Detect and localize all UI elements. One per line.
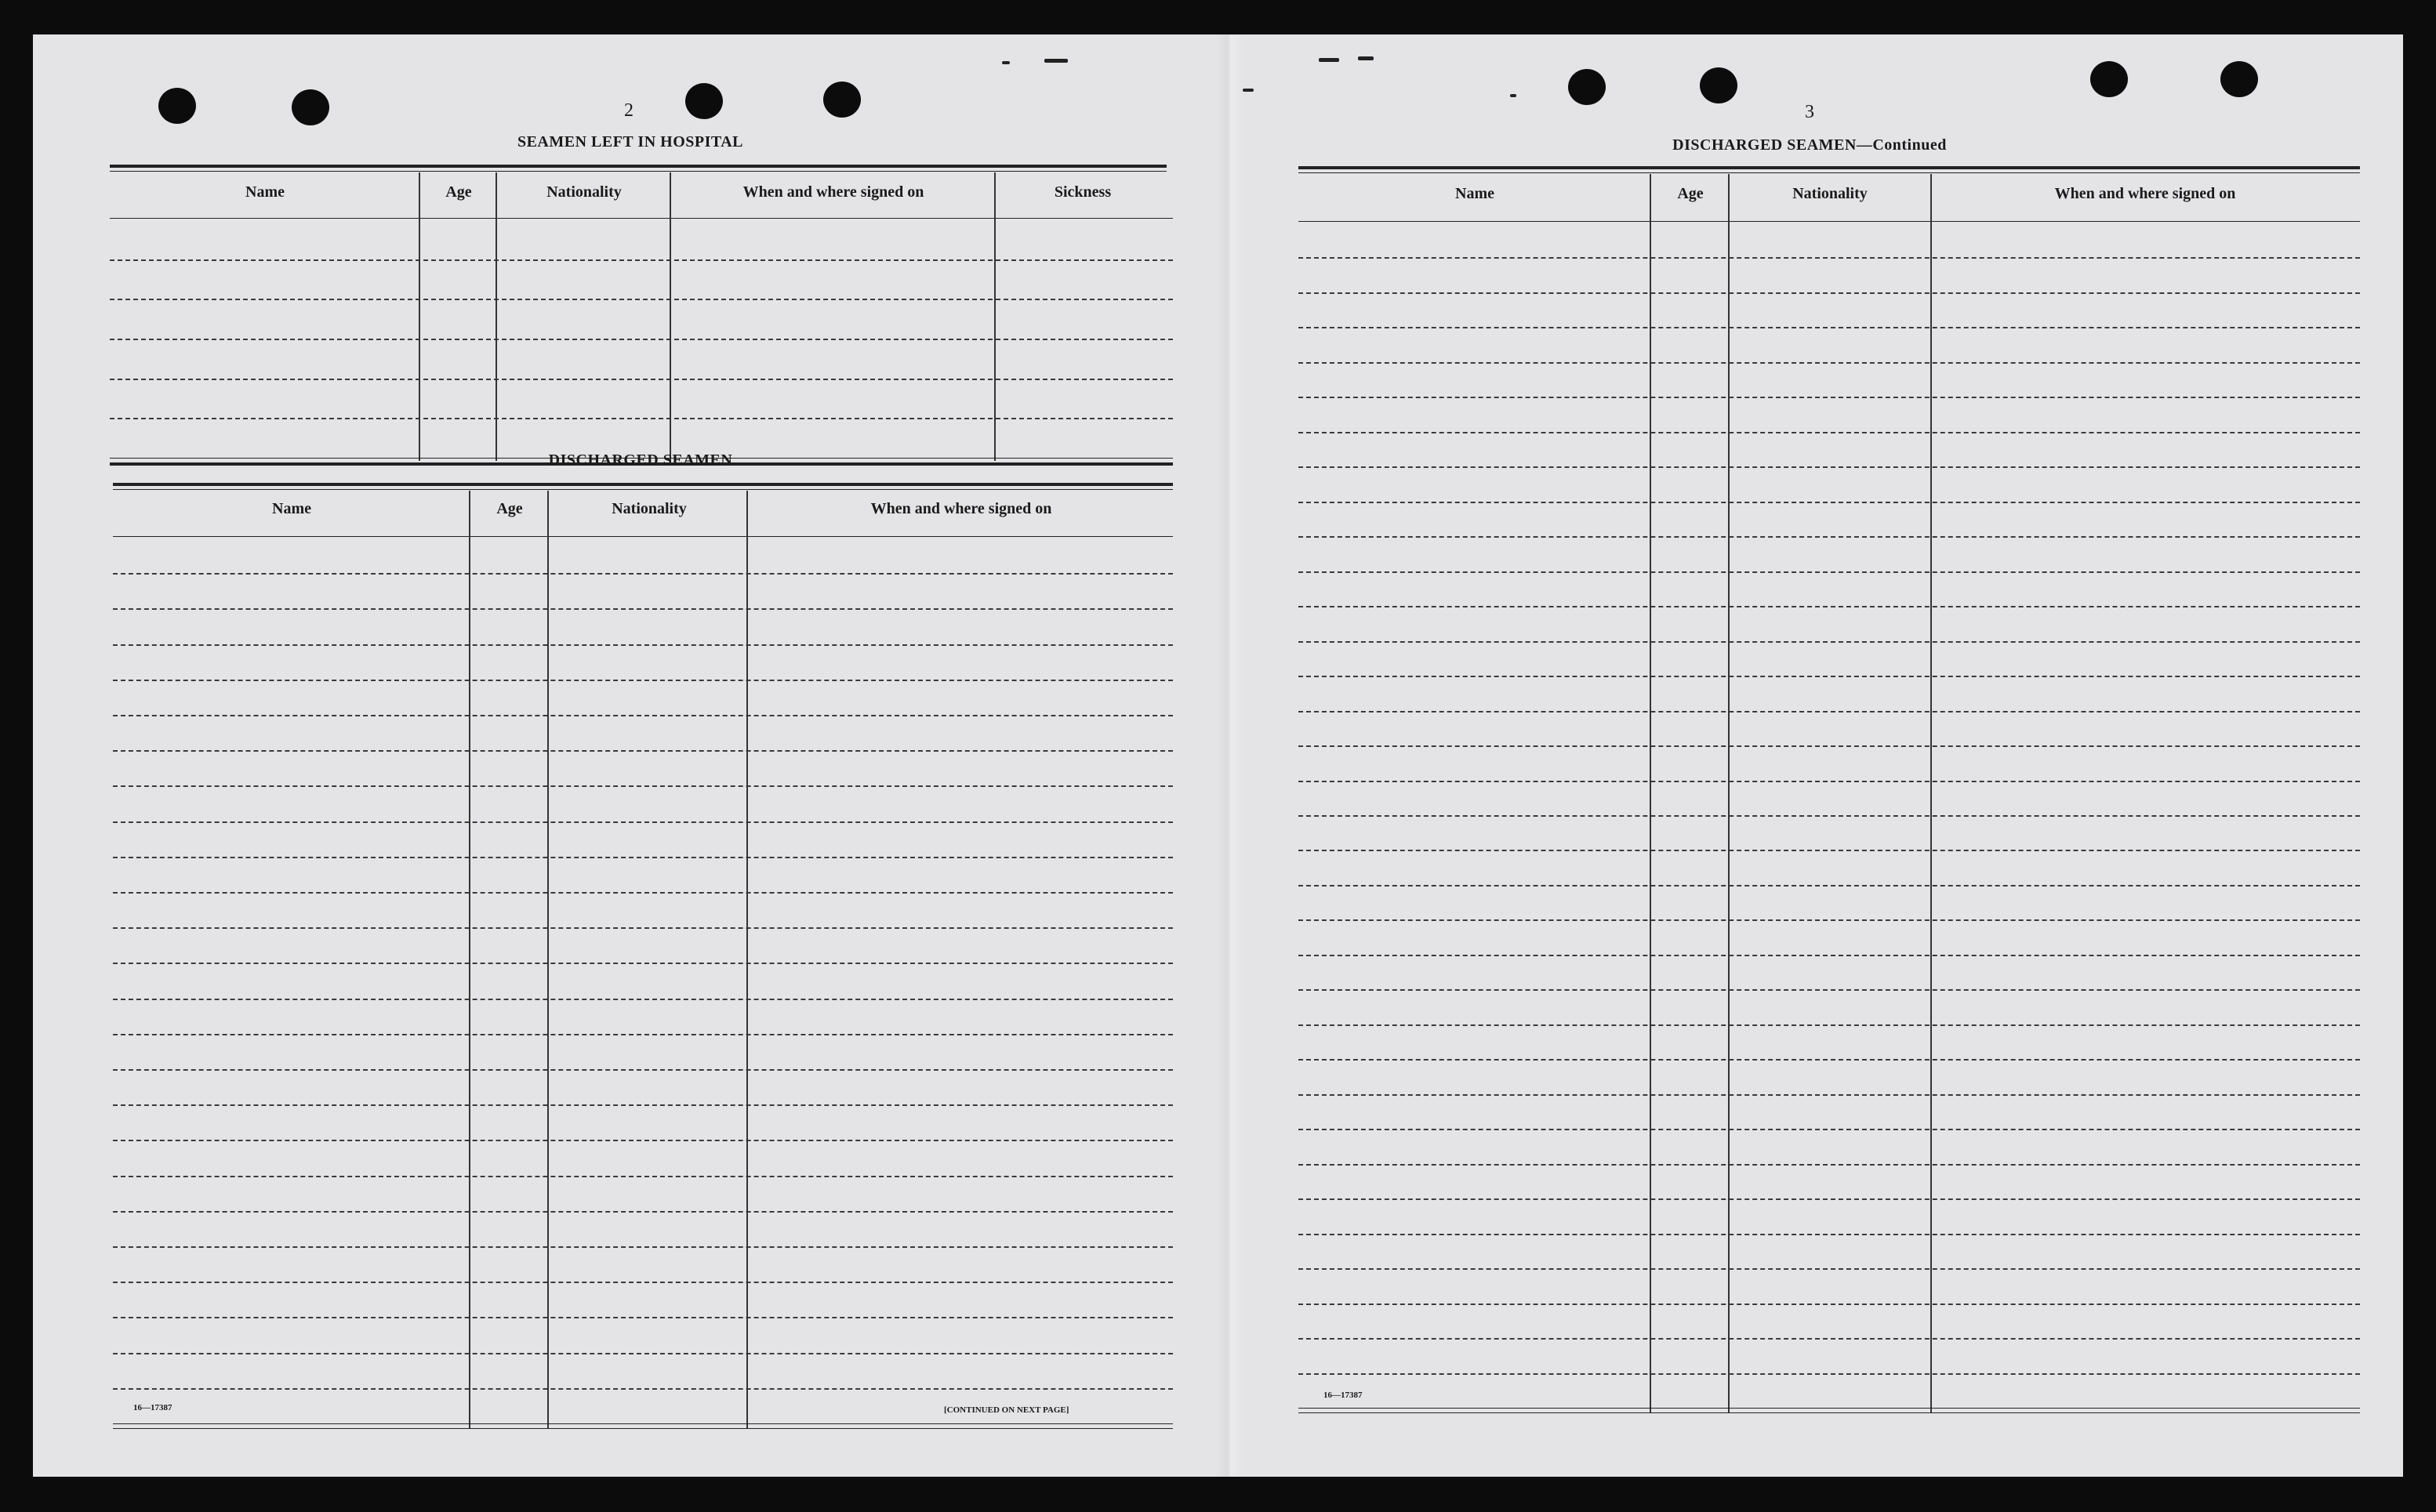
table-row <box>113 750 1173 752</box>
punch-hole <box>1700 67 1737 103</box>
table-row <box>1298 1373 2360 1375</box>
table-row <box>1298 850 2360 851</box>
column-divider <box>419 172 420 461</box>
discharged-bottom-rule-2 <box>113 1428 1173 1429</box>
table-row <box>113 715 1173 716</box>
column-header-name: Name <box>245 183 285 201</box>
punch-hole <box>2090 61 2128 97</box>
table-row <box>1298 1129 2360 1130</box>
table-row <box>113 1246 1173 1248</box>
table-row <box>110 339 1173 340</box>
discharged-header-rule <box>113 536 1173 537</box>
column-header-age: Age <box>1677 185 1704 202</box>
table-row <box>1298 362 2360 364</box>
form-number: 16—17387 <box>1323 1391 1363 1400</box>
right-top-rule <box>1298 166 2360 169</box>
right-bottom-rule <box>1298 1408 2360 1409</box>
table-row <box>1298 989 2360 991</box>
paper-speck <box>1243 89 1254 92</box>
table-row <box>1298 745 2360 747</box>
document-sheet <box>33 34 2403 1477</box>
table-row <box>113 1282 1173 1283</box>
page-number: 2 <box>624 100 634 121</box>
table-row <box>113 573 1173 575</box>
table-row <box>113 892 1173 894</box>
hospital-top-rule <box>110 165 1167 168</box>
table-row <box>1298 502 2360 503</box>
discharged-section-title: DISCHARGED SEAMEN <box>548 451 733 469</box>
column-header-age: Age <box>445 183 472 201</box>
column-divider <box>1930 174 1932 1412</box>
table-row <box>113 680 1173 681</box>
table-row <box>113 1211 1173 1213</box>
table-row <box>1298 257 2360 259</box>
table-row <box>113 927 1173 929</box>
table-row <box>1298 466 2360 468</box>
paper-speck <box>1319 58 1339 62</box>
table-row <box>113 785 1173 787</box>
table-row <box>1298 292 2360 294</box>
table-row <box>1298 571 2360 573</box>
table-row <box>1298 641 2360 643</box>
table-row <box>1298 1304 2360 1305</box>
table-row <box>113 1317 1173 1318</box>
form-number: 16—17387 <box>133 1403 172 1412</box>
table-row <box>113 963 1173 964</box>
table-row <box>1298 1234 2360 1235</box>
table-row <box>1298 885 2360 887</box>
right-bottom-rule-2 <box>1298 1412 2360 1413</box>
table-row <box>1298 327 2360 328</box>
column-header-nationality: Nationality <box>1792 185 1868 202</box>
table-row <box>113 1034 1173 1035</box>
table-row <box>1298 432 2360 433</box>
table-row <box>113 1388 1173 1390</box>
table-row <box>110 418 1173 419</box>
table-row <box>113 821 1173 823</box>
punch-hole <box>685 83 723 119</box>
table-row <box>113 1140 1173 1141</box>
hospital-section-title: SEAMEN LEFT IN HOSPITAL <box>517 133 744 150</box>
table-row <box>1298 1268 2360 1270</box>
punch-hole <box>292 89 329 125</box>
page-number: 3 <box>1805 102 1814 122</box>
column-divider <box>670 172 671 461</box>
discharged-continued-title <box>1637 136 1982 154</box>
paper-speck <box>1510 94 1516 97</box>
table-row <box>113 1104 1173 1106</box>
paper-speck <box>1044 59 1068 63</box>
column-divider <box>994 172 996 461</box>
table-row <box>1298 955 2360 956</box>
column-divider <box>469 491 470 1428</box>
column-header-age: Age <box>496 500 523 517</box>
hospital-header-rule <box>110 218 1173 219</box>
table-row <box>1298 606 2360 607</box>
title-text: DISCHARGED SEAMEN <box>1672 136 1857 154</box>
table-row <box>1298 1059 2360 1061</box>
table-row <box>113 608 1173 610</box>
table-row <box>1298 397 2360 398</box>
column-divider <box>746 491 748 1428</box>
table-row <box>1298 919 2360 921</box>
column-header-when-where: When and where signed on <box>870 500 1052 517</box>
punch-hole <box>1568 69 1606 105</box>
table-row <box>1298 1338 2360 1340</box>
column-header-when-where: When and where signed on <box>2054 185 2236 202</box>
table-row <box>1298 1024 2360 1026</box>
column-divider <box>1650 174 1651 1412</box>
table-row <box>1298 676 2360 677</box>
table-row <box>1298 815 2360 817</box>
column-header-name: Name <box>272 500 311 517</box>
table-row <box>110 299 1173 300</box>
table-row <box>1298 1094 2360 1096</box>
table-row <box>113 857 1173 858</box>
column-divider <box>547 491 549 1428</box>
continued-note: [CONTINUED ON NEXT PAGE] <box>944 1405 1069 1415</box>
table-row <box>113 1176 1173 1177</box>
column-header-nationality: Nationality <box>612 500 687 517</box>
table-row <box>110 259 1173 261</box>
table-row <box>1298 711 2360 712</box>
right-top-rule-thin <box>1298 172 2360 173</box>
table-row <box>110 379 1173 380</box>
column-header-when-where: When and where signed on <box>742 183 924 201</box>
right-header-rule <box>1298 221 2360 222</box>
punch-hole <box>158 88 196 124</box>
column-divider <box>496 172 497 461</box>
paper-speck <box>1002 61 1010 64</box>
table-row <box>1298 1164 2360 1166</box>
discharged-bottom-rule <box>113 1423 1173 1424</box>
punch-hole <box>2220 61 2258 97</box>
column-header-sickness: Sickness <box>1054 183 1112 201</box>
table-row <box>113 1069 1173 1071</box>
page-fold <box>1215 34 1243 1477</box>
punch-hole <box>823 82 861 118</box>
paper-speck <box>1358 56 1374 60</box>
table-row <box>1298 781 2360 782</box>
title-suffix: —Continued <box>1856 136 1947 154</box>
table-row <box>113 999 1173 1000</box>
table-row <box>113 644 1173 646</box>
discharged-top-rule <box>113 483 1173 486</box>
column-header-name: Name <box>1455 185 1494 202</box>
table-row <box>1298 1198 2360 1200</box>
discharged-top-rule-thin <box>113 489 1173 490</box>
table-row <box>113 1353 1173 1354</box>
hospital-top-rule-thin <box>110 171 1167 172</box>
column-header-nationality: Nationality <box>546 183 622 201</box>
column-divider <box>1728 174 1730 1412</box>
table-row <box>1298 536 2360 538</box>
